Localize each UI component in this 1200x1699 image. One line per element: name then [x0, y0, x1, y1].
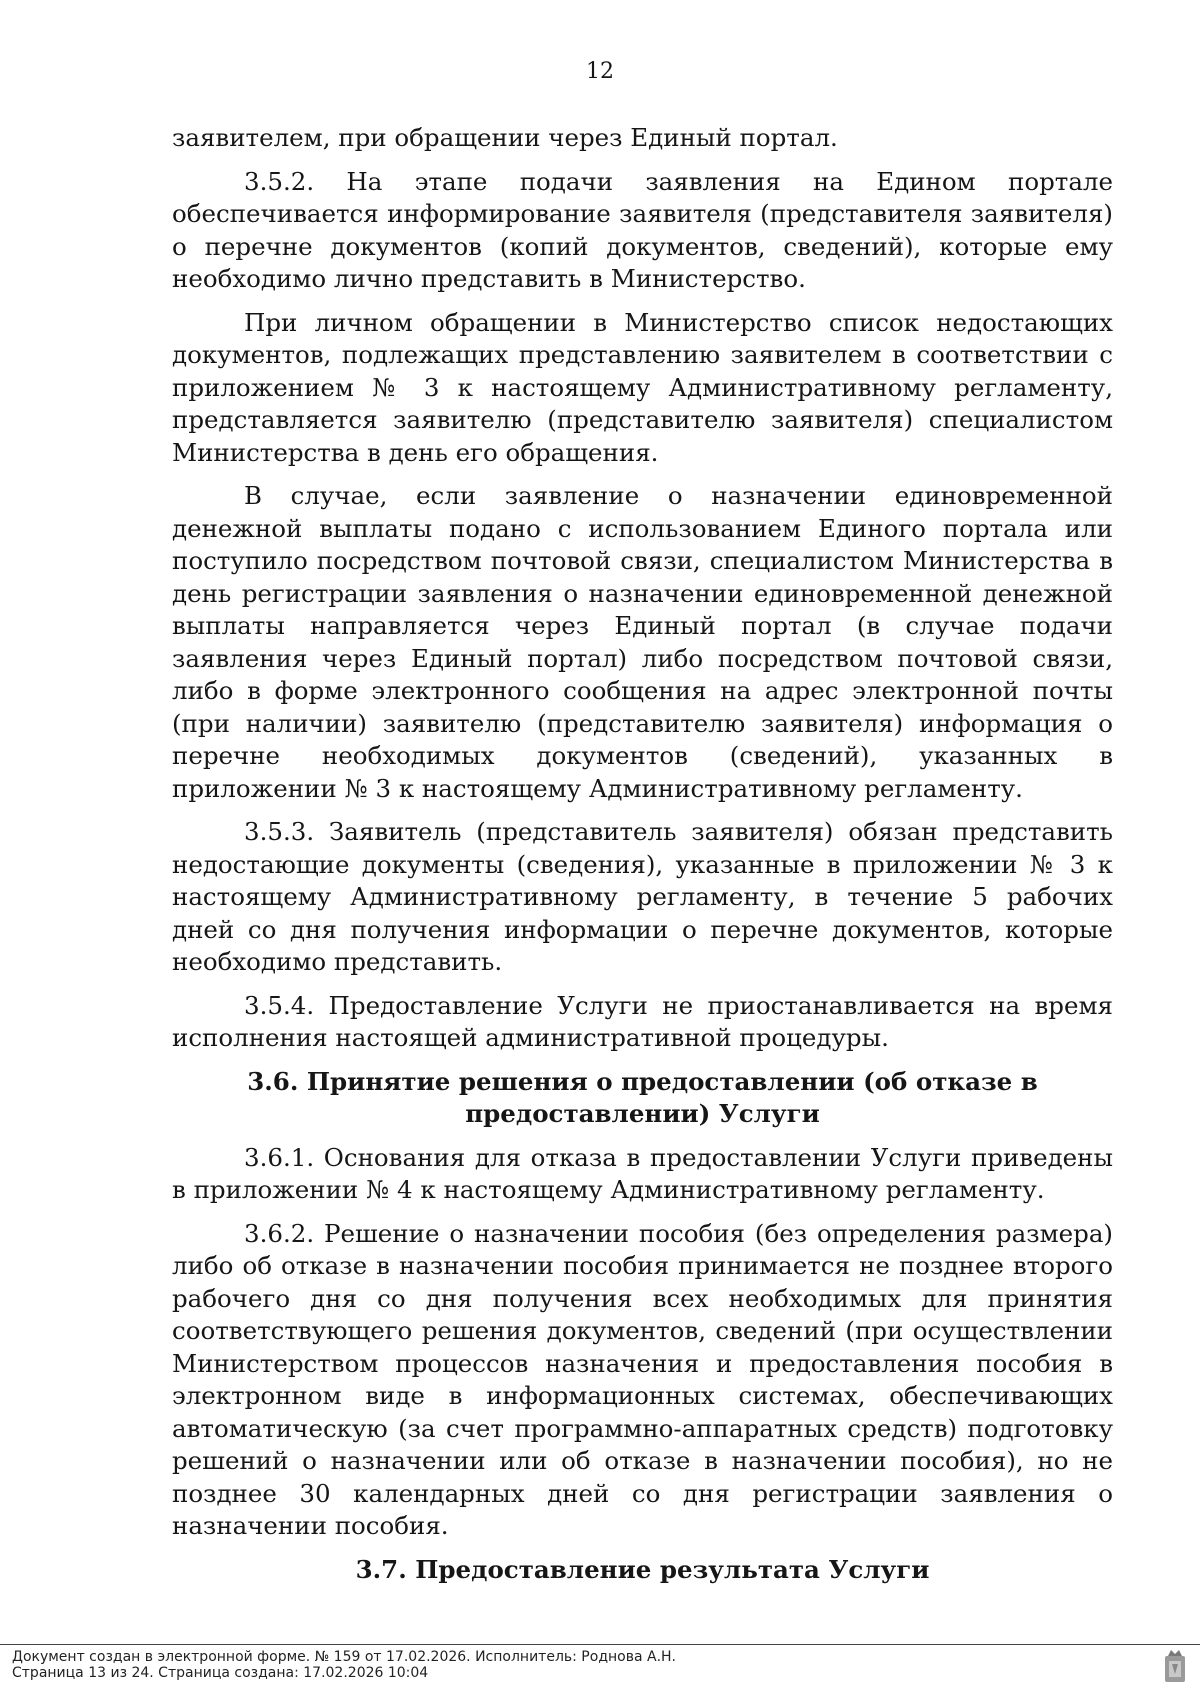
- footer-line-2: Страница 13 из 24. Страница создана: 17.02.2026 10:04: [12, 1665, 429, 1681]
- paragraph-portal-submission: В случае, если заявление о назначении единовременной денежной выплаты подано с использованием Единого портала или поступило посредством почтовой связи, специалистом Министерства в день регистрации заявления о назначении единовременной денежной выплаты направляется через Единый портал (в случае подачи заявления через Единый портал) либо посредством почтовой связи, либо в форме электронного сообщения на адрес электронной почты (при наличии) заявителю (представителю заявителя) информация о перечне необходимых документов (сведений), указанных в приложении № 3 к настоящему Административному регламенту.: [172, 481, 1113, 803]
- paragraph-3-5-3: 3.5.3. Заявитель (представитель заявителя) обязан представить недостающие документы (сведения), указанные в приложении № 3 к настоящему Административному регламенту, в течение 5 рабочих дней со дня получения информации о перечне документов, которые необходимо представить.: [172, 817, 1113, 976]
- paragraph-3-5-4: 3.5.4. Предоставление Услуги не приостанавливается на время исполнения настоящей административной процедуры.: [172, 990, 1113, 1052]
- page-number: 12: [586, 59, 614, 84]
- footer-text: [12, 1649, 676, 1681]
- paragraph-3-5-2: 3.5.2. На этапе подачи заявления на Едином портале обеспечивается информирование заявителя (представителя заявителя) о перечне документов (копий документов, сведений), которые ему необходимо лично представить в Министерство.: [172, 166, 1113, 293]
- section-heading-3-7: 3.7. Предоставление результата Услуги: [355, 1554, 930, 1584]
- document-footer: [0, 1644, 1200, 1699]
- footer-line-1: Документ создан в электронной форме. № 159 от 17.02.2026. Исполнитель: Роднова А.Н.: [12, 1649, 677, 1665]
- paragraph-3-6-2: 3.6.2. Решение о назначении пособия (без определения размера) либо об отказе в назначении пособия принимается не позднее второго рабочего дня со дня получения всех необходимых для принятия соответствующего решения документов, сведений (при осуществлении Министерством процессов назначения и предоставления пособия в электронном виде в информационных системах, обеспечивающих автоматическую (за счет программно-аппаратных средств) подготовку решений о назначении или об отказе в назначении пособия), но не позднее 30 календарных дней со дня регистрации заявления о назначении пособия.: [172, 1218, 1113, 1540]
- paragraph-continuation: заявителем, при обращении через Единый портал.: [172, 123, 838, 152]
- document-body: [172, 122, 1113, 1597]
- paragraph-personal-visit: При личном обращении в Министерство список недостающих документов, подлежащих представлению заявителем в соответствии с приложением № 3 к настоящему Административному регламенту, представляется заявителю (представителю заявителя) специалистом Министерства в день его обращения.: [172, 307, 1113, 467]
- coat-of-arms-icon: [1164, 1648, 1186, 1684]
- paragraph-3-6-1: 3.6.1. Основания для отказа в предоставлении Услуги приведены в приложении № 4 к настоящему Административному регламенту.: [172, 1142, 1113, 1204]
- section-heading-3-6: 3.6. Принятие решения о предоставлении (об отказе в предоставлении) Услуги: [247, 1066, 1038, 1128]
